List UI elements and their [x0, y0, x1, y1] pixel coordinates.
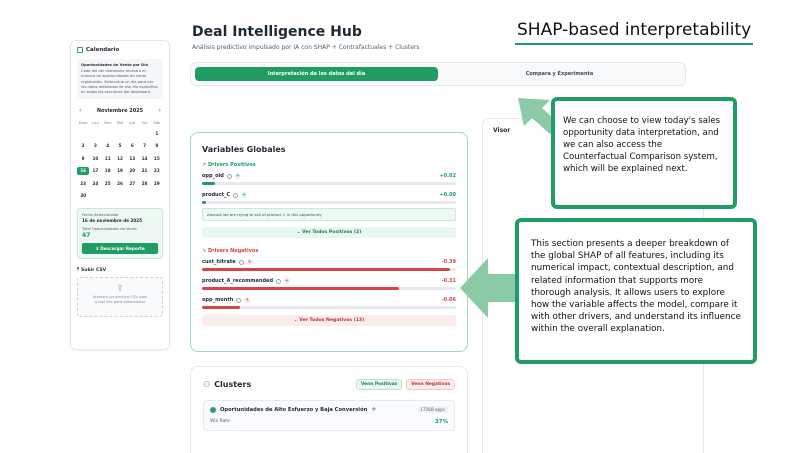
callout-tabs-explanation: We can choose to view today's sales opportunity data interpretation, and we can also access the Counterfactual Comparison system, which will be explained next. [551, 97, 737, 209]
calendar-day[interactable]: 2 [81, 143, 85, 149]
csv-upload-header [77, 267, 163, 273]
month-label: Noviembre 2025 [96, 107, 144, 114]
selected-date-label: Fecha Seleccionada [82, 213, 119, 218]
info-icon[interactable] [227, 174, 232, 179]
calendar-day[interactable]: 23 [80, 180, 87, 186]
feature-value: -0.31 [441, 278, 456, 284]
calendar-icon [77, 47, 83, 53]
csv-label: Subir CSV [81, 267, 107, 273]
impact-bar-track [202, 201, 456, 204]
calendar-day[interactable]: 19 [117, 168, 123, 174]
tab-compare-experiment[interactable]: Compara y Experimenta [525, 71, 594, 77]
cluster-opps: 17168 opps [417, 406, 448, 413]
impact-bar [202, 201, 206, 204]
calendar-day-empty [138, 192, 150, 200]
calendar-info-text: Cada día del calendario muestra el número de oportunidades de venta registradas. Selecciona un día para ver los datos detallados de ese día específico en todas las secciones del dashboard. [81, 69, 158, 95]
feature-name: product_A_recommended [202, 278, 274, 284]
calendar-day[interactable]: 13 [129, 155, 136, 161]
tab-bar [190, 62, 686, 86]
total-opps-value: 47 [82, 232, 91, 240]
weekday-label: Dom [78, 120, 88, 126]
calendar-day[interactable]: 5 [118, 143, 122, 149]
drop-text-1: Arrastra un archivo CSV aquí [92, 294, 148, 300]
calendar-day-empty [77, 130, 89, 138]
selected-date-value: 16 de noviembre de 2025 [82, 218, 143, 224]
calendar-day-empty [126, 192, 138, 200]
calendar-day[interactable]: 3 [93, 143, 97, 149]
slide-title-underline [515, 43, 753, 45]
selected-date-box [77, 208, 163, 259]
clusters-header [203, 379, 455, 390]
calendar-info-title: Oportunidades de Venta por Día [81, 63, 148, 67]
next-month-icon[interactable]: › [158, 107, 161, 115]
add-icon[interactable]: + [235, 173, 240, 179]
impact-bar-track [202, 287, 456, 290]
impact-bar-track [202, 182, 456, 185]
calendar-day-empty [89, 130, 101, 138]
chevron-down-icon: ⌄ [296, 230, 301, 235]
page-title: Deal Intelligence Hub [192, 24, 362, 40]
calendar-info [77, 59, 163, 99]
arrow-to-variables [460, 256, 520, 320]
calendar-day[interactable]: 8 [155, 143, 159, 149]
calendar-day-empty [151, 192, 163, 200]
feature-name: opp_month [202, 297, 234, 303]
weekday-label: Vie [141, 120, 148, 126]
calendar-day-empty [102, 192, 114, 200]
impact-bar [202, 287, 399, 290]
page-subtitle: Análisis predictivo impulsado por IA con SHAP + Contrafactuales + Clusters [192, 44, 420, 51]
drop-text-2: o haz clic para seleccionar [94, 299, 146, 305]
impact-bar-track [202, 268, 456, 271]
calendar-day[interactable]: 30 [80, 193, 87, 199]
calendar-day[interactable]: 22 [153, 168, 160, 174]
add-icon[interactable]: + [247, 259, 252, 265]
calendar-day[interactable]: 12 [117, 155, 123, 161]
see-all-negative-button[interactable] [202, 315, 456, 326]
slide-title: SHAP-based interpretability [517, 20, 752, 40]
info-icon[interactable] [239, 260, 244, 265]
calendar-day-empty [89, 192, 101, 200]
weekday-label: Jue [129, 120, 136, 126]
csv-dropzone[interactable] [77, 277, 163, 317]
calendar-day[interactable]: 25 [104, 180, 111, 186]
calendar-day-empty [138, 130, 150, 138]
download-report-button[interactable] [82, 243, 158, 254]
trend-down-icon: ↘ [202, 248, 207, 254]
metric-value: 37% [434, 419, 448, 425]
upload-icon: ⇪ [116, 284, 124, 295]
feature-value: -0.39 [441, 259, 456, 265]
calendar-day[interactable]: 28 [141, 180, 148, 186]
add-icon[interactable]: + [371, 406, 377, 413]
feature-row[interactable] [202, 191, 456, 199]
impact-bar [202, 182, 215, 185]
calendar-day-empty [102, 130, 114, 138]
calendar-day[interactable]: 24 [92, 180, 99, 186]
global-variables-title: Variables Globales [202, 145, 286, 154]
calendar-day[interactable]: 17 [92, 168, 99, 174]
venn-positive-button[interactable]: Venn Positivas [356, 379, 402, 390]
negative-drivers-header [202, 248, 456, 254]
calendar-day[interactable]: 10 [92, 155, 99, 161]
calendar-day[interactable]: 21 [141, 168, 148, 174]
upload-small-icon: ⤒ [77, 268, 79, 274]
feature-row[interactable] [202, 277, 456, 285]
calendar-day[interactable]: 26 [117, 180, 123, 186]
venn-negative-button[interactable]: Venn Negativas [406, 379, 455, 390]
calendar-day[interactable]: 27 [129, 180, 136, 186]
feature-row[interactable] [202, 172, 456, 180]
calendar-header [77, 47, 163, 53]
total-opps-label: Total Oportunidades de Venta [82, 227, 137, 232]
impact-bar [202, 306, 240, 309]
month-navigation [79, 107, 161, 114]
info-icon[interactable] [276, 279, 281, 284]
metric-label: Win Rate [210, 419, 230, 424]
calendar-day[interactable]: 6 [130, 143, 134, 149]
download-icon: ⬇ [95, 246, 99, 252]
see-all-negative-label: Ver Todos Negativos (13) [299, 318, 365, 323]
feature-row[interactable] [202, 258, 456, 266]
feature-value: +0.00 [439, 192, 456, 198]
weekday-label: Mar [104, 120, 112, 126]
calendar-day-empty [114, 192, 126, 200]
calendar-grid [77, 120, 163, 200]
feature-value: +0.02 [439, 173, 456, 179]
see-all-positive-label: Ver Todos Positivos (2) [302, 230, 362, 235]
calendar-panel [70, 40, 170, 350]
calendar-day[interactable]: 20 [129, 168, 136, 174]
see-all-positive-button[interactable] [202, 227, 456, 238]
weekday-label: Sáb [153, 120, 161, 126]
info-icon[interactable] [233, 193, 238, 198]
calendar-day[interactable]: 14 [141, 155, 148, 161]
calendar-day[interactable]: 15 [153, 155, 160, 161]
clusters-title: Clusters [214, 380, 252, 389]
calendar-day-empty [114, 130, 126, 138]
feature-name: opp_old [202, 173, 224, 179]
negative-drivers-label: Drivers Negativos [207, 248, 259, 254]
calendar-day[interactable]: 29 [153, 180, 160, 186]
calendar-day-empty [126, 130, 138, 138]
calendar-title: Calendario [86, 47, 120, 53]
impact-bar-track [202, 306, 456, 309]
tab-daily-interpretation[interactable]: Interpretación de los datos del día [195, 67, 438, 81]
calendar-day[interactable]: 1 [155, 130, 159, 136]
feature-row[interactable] [202, 296, 456, 304]
calendar-day[interactable]: 11 [104, 155, 111, 161]
cluster-name: Oportunidades de Alto Esfuerzo y Baja Conversión [220, 406, 368, 413]
calendar-day[interactable]: 4 [106, 143, 110, 149]
prev-month-icon[interactable]: ‹ [79, 107, 82, 115]
feature-value: -0.06 [441, 297, 456, 303]
info-icon[interactable] [236, 298, 241, 303]
impact-bar [202, 268, 450, 271]
visor-title: Visor [493, 127, 511, 134]
calendar-day[interactable]: 9 [81, 155, 85, 161]
add-icon[interactable]: + [245, 297, 250, 303]
download-label: Descargar Reporte [100, 246, 145, 252]
calendar-day[interactable]: 16 [77, 167, 89, 175]
calendar-day[interactable]: 18 [104, 168, 111, 174]
weekday-label: Mié [116, 120, 124, 126]
positive-drivers-label: Drivers Positivos [207, 162, 256, 168]
feature-name: cust_hitrate [202, 259, 236, 265]
cluster-item[interactable] [203, 400, 455, 431]
clusters-card [190, 366, 468, 453]
add-icon[interactable]: + [284, 278, 290, 284]
weekday-label: Lun [91, 120, 99, 126]
feature-name: product_C [202, 192, 231, 198]
global-variables-card [190, 132, 468, 352]
callout-variables-explanation: This section presents a deeper breakdown of the global SHAP of all features, including its numerical impact, contextual description, and related information that supports more thorough analysis. It allows users to explore how the variable affects the model, compare it with other drivers, and understand its influence within the overall explanation. [515, 218, 757, 364]
trend-up-icon: ↗ [202, 162, 207, 168]
add-icon[interactable]: + [242, 192, 247, 198]
chevron-down-icon: ⌄ [293, 318, 298, 323]
feature-description: Amount we are trying to sell of product C in this opportunity [202, 208, 456, 221]
positive-drivers-header [202, 162, 456, 168]
users-icon: ⚇ [203, 380, 211, 389]
cluster-dot [210, 407, 216, 413]
calendar-day[interactable]: 7 [143, 143, 147, 149]
